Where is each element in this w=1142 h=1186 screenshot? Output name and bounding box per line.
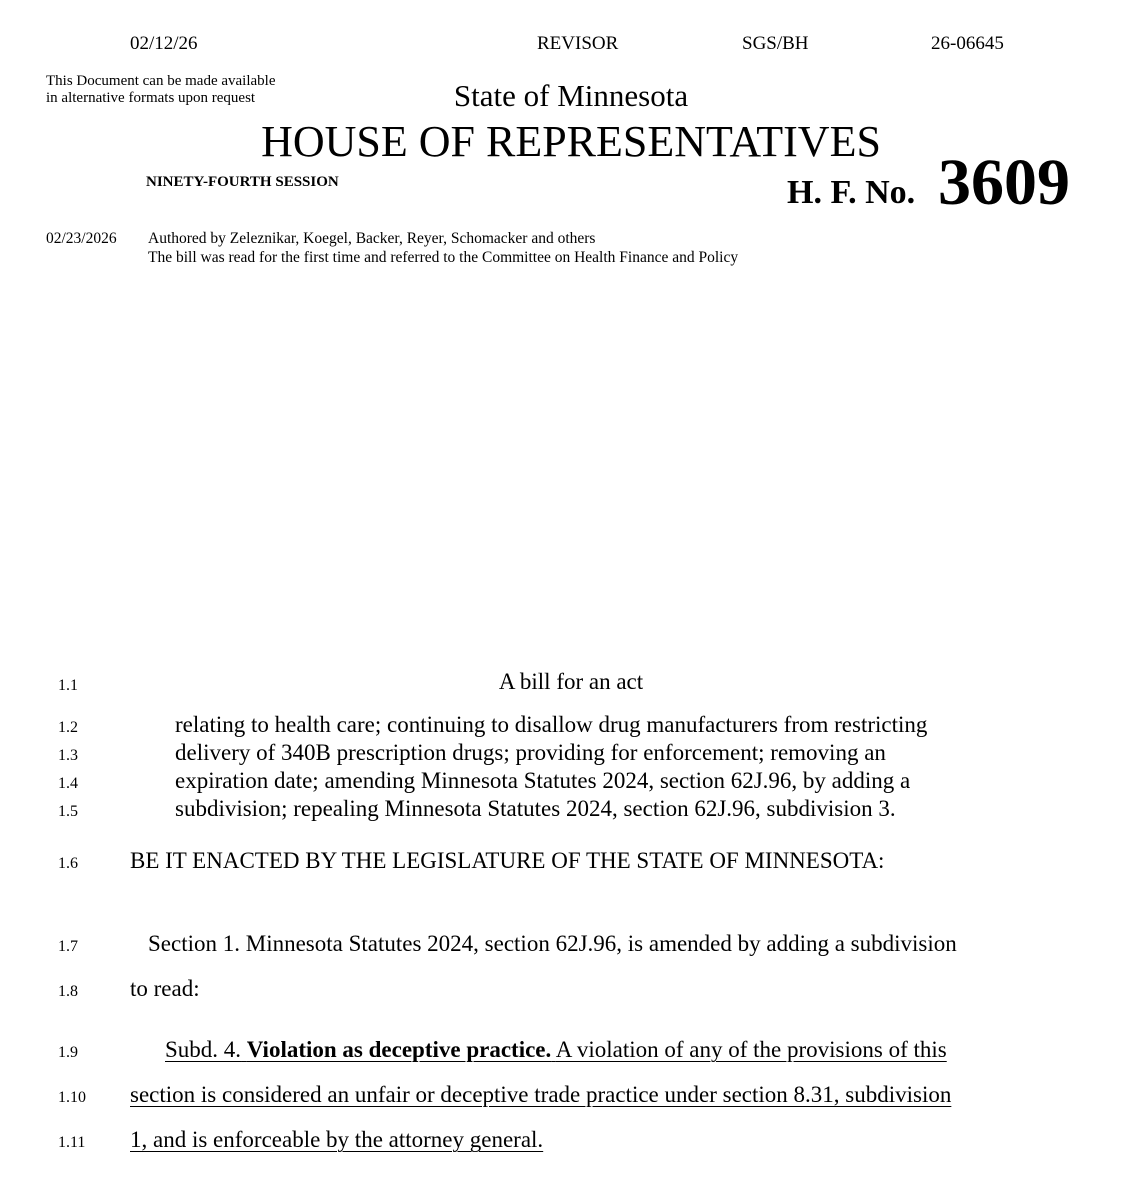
- subdivision-text: A violation of any of the provisions of this: [555, 1037, 947, 1062]
- bill-line-text: 1, and is enforceable by the attorney general.: [130, 1127, 544, 1152]
- bill-title: A bill for an act: [498, 669, 644, 694]
- enacting-clause: BE IT ENACTED BY THE LEGISLATURE OF THE STATE OF MINNESOTA:: [130, 848, 885, 873]
- header-doc-id: 26-06645: [931, 33, 1004, 54]
- section-heading: Section 1. Minnesota Statutes 2024, section 62J.96, is amended by adding a subdivision: [148, 931, 957, 956]
- line-number: 1.5: [58, 803, 78, 820]
- hf-label: H. F. No.: [787, 174, 916, 211]
- bill-line-text: section is considered an unfair or deceptive trade practice under section 8.31, subdivision: [130, 1082, 952, 1107]
- line-number: 1.3: [58, 747, 78, 764]
- bill-line-text: delivery of 340B prescription drugs; providing for enforcement; removing an: [175, 740, 886, 765]
- history-date: 02/23/2026: [46, 230, 117, 247]
- history-referral: The bill was read for the first time and referred to the Committee on Health Finance and Policy: [148, 249, 739, 266]
- subdivision-line: [165, 1036, 947, 1064]
- chamber-title: HOUSE OF REPRESENTATIVES: [261, 117, 881, 166]
- history-authored: Authored by Zeleznikar, Koegel, Backer, Reyer, Schomacker and others: [148, 230, 596, 247]
- bill-line-text: subdivision; repealing Minnesota Statutes 2024, section 62J.96, subdivision 3.: [175, 796, 896, 821]
- availability-note-line1: This Document can be made available: [46, 73, 276, 89]
- header-date: 02/12/26: [130, 33, 198, 54]
- line-number: 1.1: [58, 677, 78, 694]
- header-initials: SGS/BH: [742, 33, 809, 54]
- session-label: NINETY-FOURTH SESSION: [146, 174, 339, 190]
- availability-note-line2: in alternative formats upon request: [46, 90, 256, 106]
- bill-line-text: to read:: [130, 976, 200, 1001]
- bill-line-text: relating to health care; continuing to disallow drug manufacturers from restricting: [175, 712, 928, 737]
- line-number: 1.4: [58, 775, 78, 792]
- header-office: REVISOR: [537, 33, 619, 54]
- line-number: 1.7: [58, 938, 78, 955]
- line-number: 1.9: [58, 1044, 78, 1061]
- hf-number: 3609: [938, 146, 1070, 219]
- bill-line-text: expiration date; amending Minnesota Statutes 2024, section 62J.96, by adding a: [175, 768, 911, 793]
- state-name: State of Minnesota: [453, 78, 689, 113]
- subdivision-heading: Violation as deceptive practice.: [246, 1037, 552, 1062]
- line-number: 1.11: [58, 1134, 86, 1151]
- line-number: 1.6: [58, 855, 78, 872]
- line-number: 1.2: [58, 719, 78, 736]
- line-number: 1.8: [58, 983, 78, 1000]
- line-number: 1.10: [58, 1089, 86, 1106]
- subdivision-number: Subd. 4.: [165, 1037, 242, 1062]
